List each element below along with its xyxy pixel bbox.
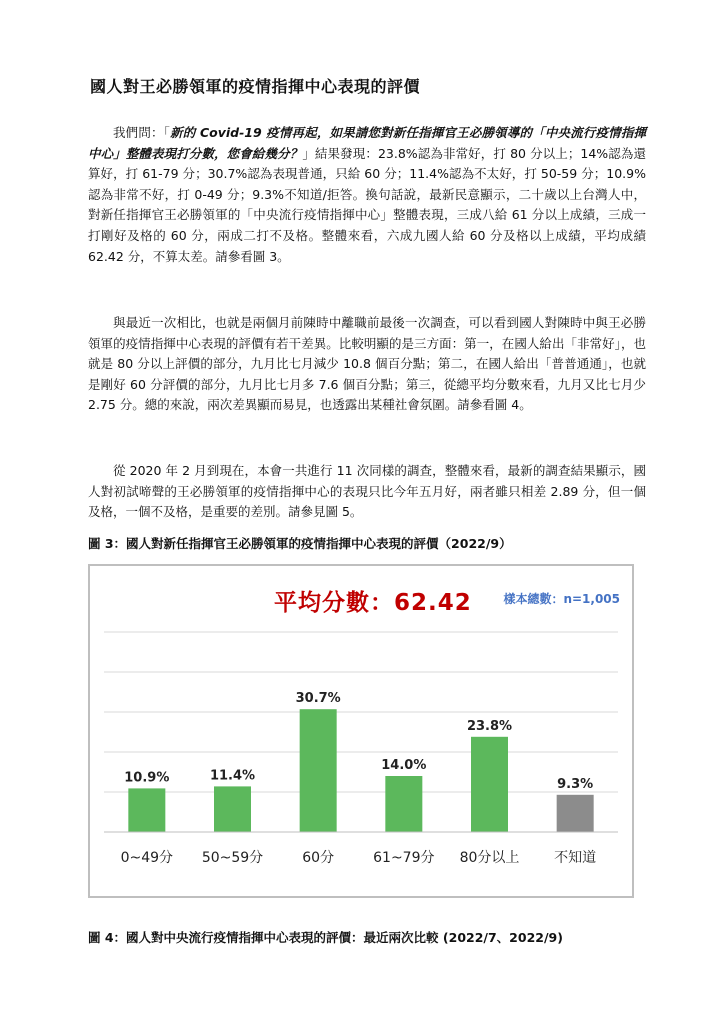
bar-chart-svg — [90, 566, 632, 896]
bar-1 — [128, 788, 165, 832]
category-label-1: 0~49分 — [120, 850, 174, 866]
data-label-4: 14.0% — [381, 758, 427, 773]
paragraph-1 — [88, 123, 646, 267]
paragraph-1-rest: 」結果發現：23.8%認為非常好，打 80 分以上；14%認為還算好，打 61-79 分；30.7%認為表現普通，只給 60 分；11.4%認為不太好，打 50-59 分；10.9%認為非常不好，打 0-49 分；9.3%不知道/拒答。換句話說，最新民意顯示，二十歲以上台灣人中，對新任指揮官王必勝領軍的「中央流行疫情指揮中心」整體表現，三成八給 61 分以上成績，三成一打剛好及格的 60 分，兩成二打不及格。整體來看，六成九國人給 60 分及格以上成績，平均成績 62.42 分，不算太差。請參看圖 3。 — [88, 145, 646, 264]
chart-title: 平均分數：62.42 — [274, 590, 472, 616]
figure-3-chart — [88, 564, 634, 898]
figure-3-caption: 圖 3：國人對新任指揮官王必勝領軍的疫情指揮中心表現的評價（2022/9） — [88, 536, 512, 551]
sample-size-annotation: 樣本總數：n=1,005 — [503, 592, 620, 606]
paragraph-1-lead: 我們問：「 — [113, 125, 171, 140]
bar-4 — [385, 776, 422, 832]
section-heading: 國人對王必勝領軍的疫情指揮中心表現的評價 — [90, 77, 421, 96]
data-label-1: 10.9% — [124, 770, 170, 786]
category-label-2: 50~59分 — [201, 850, 264, 866]
category-label-5: 80分以上 — [459, 850, 520, 866]
bar-5 — [471, 737, 508, 832]
category-label-3: 60分 — [302, 850, 335, 866]
bar-6 — [557, 795, 594, 832]
data-label-6: 9.3% — [557, 776, 594, 792]
paragraph-2: 與最近一次相比，也就是兩個月前陳時中離職前最後一次調查，可以看到國人對陳時中與王必勝領軍的疫情指揮中心表現的評價有若干差異。比較明顯的是三方面：第一，在國人給出「非常好」，也就是 80 分以上評價的部分，九月比七月減少 10.8 個百分點；第二，在國人給出「普普通通」，也就是剛好 60 分評價的部分，九月比七月多 7.6 個百分點；第三，從總平均分數來看，九月又比七月少 2.75 分。總的來說，兩次差異顯而易見，也透露出某種社會氛圍。請參看圖 4。 — [88, 315, 646, 413]
bar-2 — [214, 786, 251, 832]
data-label-2: 11.4% — [209, 768, 256, 784]
paragraph-3: 從 2020 年 2 月到現在，本會一共進行 11 次同樣的調查，整體來看，最新的調查結果顯示，國人對初試啼聲的王必勝領軍的疫情指揮中心的表現只比今年五月好，兩者雖只相差 2.89 分，但一個及格，一個不及格，是重要的差別。請參見圖 5。 — [88, 463, 646, 520]
category-label-4: 61~79分 — [373, 850, 435, 866]
data-label-3: 30.7% — [295, 691, 341, 707]
paragraph-1-question: 新的 Covid-19 疫情再起，如果請您對新任指揮官王必勝領導的「中央流行疫情指揮中心」整體表現打分數，您會給幾分？ — [88, 125, 646, 161]
category-label-6: 不知道 — [554, 850, 597, 866]
data-label-5: 23.8% — [466, 718, 513, 734]
figure-4-caption: 圖 4：國人對中央流行疫情指揮中心表現的評價：最近兩次比較 (2022/7、2022/9) — [88, 930, 563, 945]
bar-3 — [300, 709, 337, 832]
